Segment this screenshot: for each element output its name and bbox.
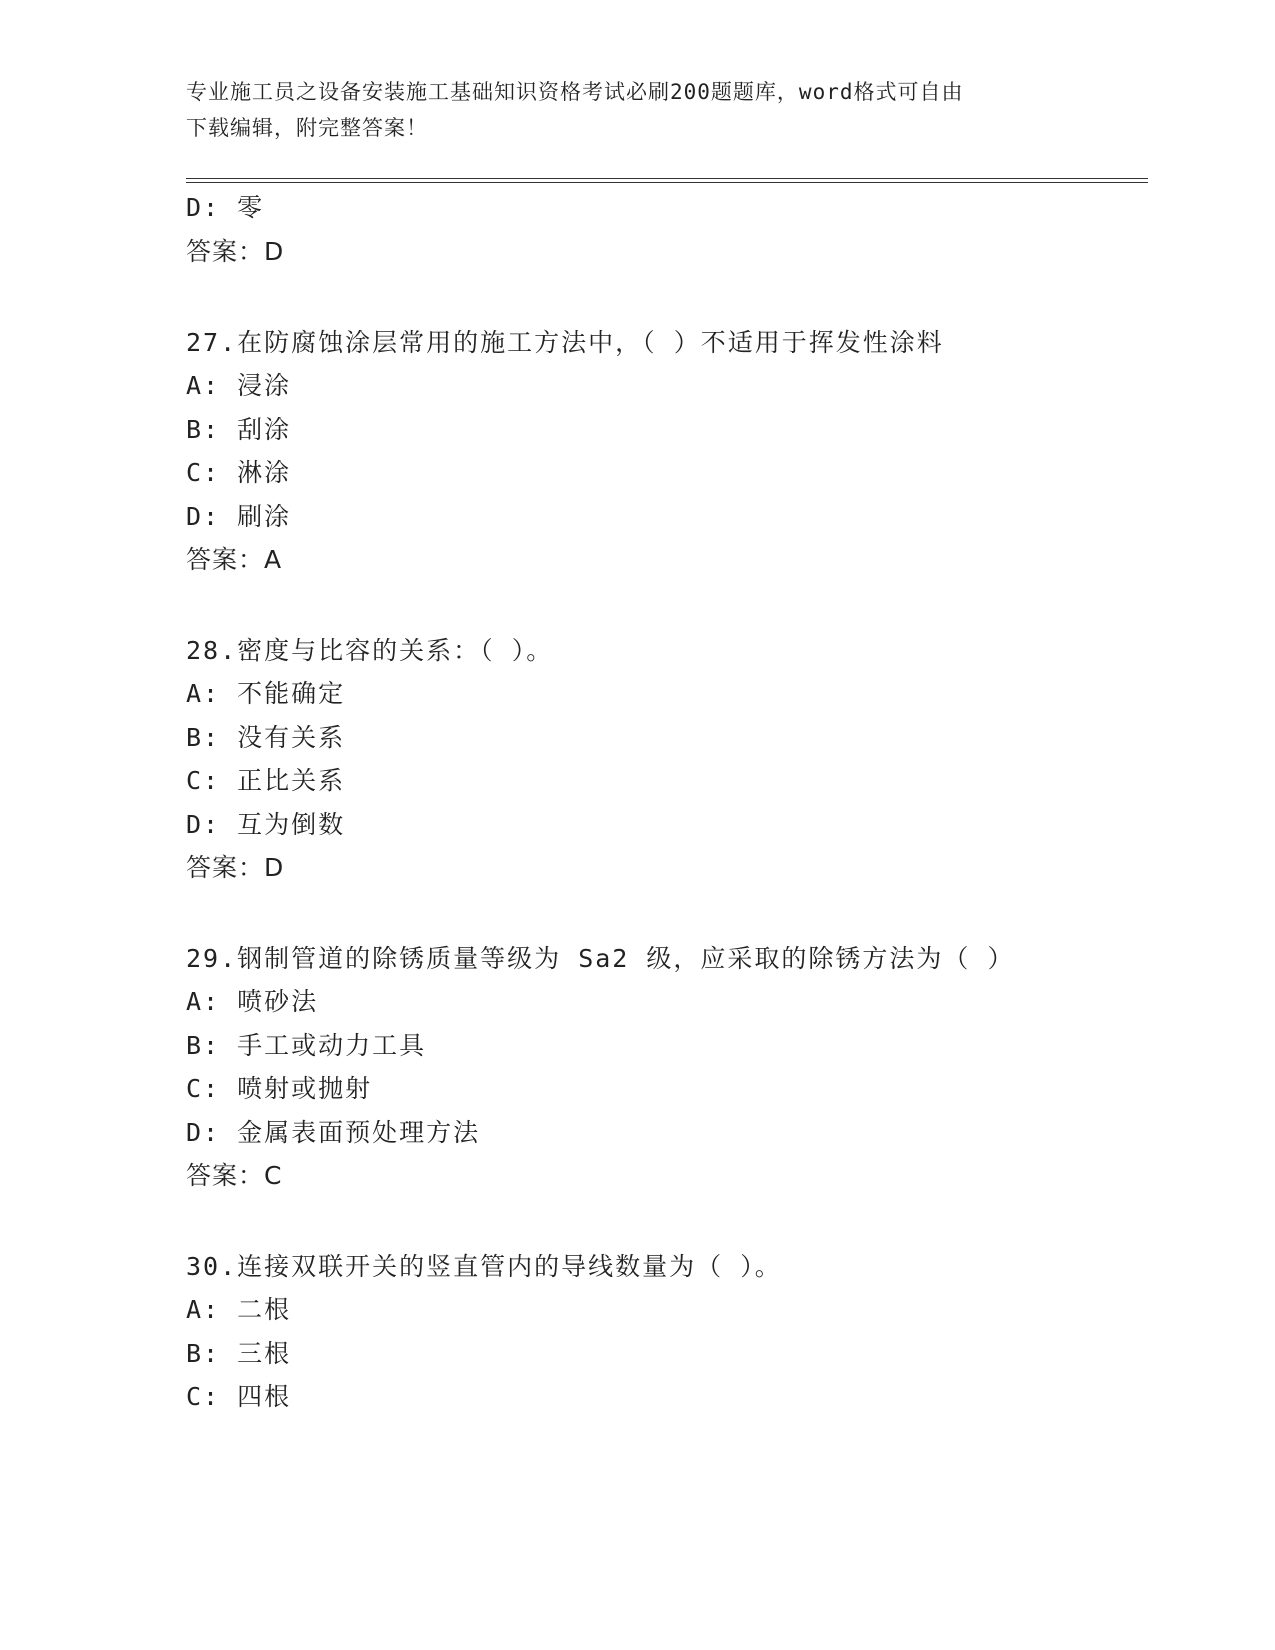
question-27-option-d: D: 刷涂	[186, 502, 292, 531]
prev-option-d: D: 零	[186, 193, 265, 222]
question-30-option-c: C: 四根	[186, 1382, 292, 1411]
question-30-option-a: A: 二根	[186, 1295, 292, 1324]
question-30-option-b: B: 三根	[186, 1339, 292, 1368]
document-header	[186, 74, 1066, 146]
question-29-answer: 答案：C	[186, 1161, 283, 1190]
question-29-option-b: B: 手工或动力工具	[186, 1031, 427, 1060]
question-29-option-a: A: 喷砂法	[186, 987, 319, 1016]
question-29-option-c: C: 喷射或抛射	[186, 1074, 373, 1103]
question-30-title: 30.连接双联开关的竖直管内的导线数量为（ ）。	[186, 1252, 782, 1281]
header-line-1: 专业施工员之设备安装施工基础知识资格考试必刷200题题库，word格式可自由	[186, 80, 964, 104]
question-28-option-a: A: 不能确定	[186, 679, 346, 708]
question-27-answer: 答案：A	[186, 545, 283, 574]
question-28-option-d: D: 互为倒数	[186, 810, 346, 839]
question-29-option-d: D: 金属表面预处理方法	[186, 1118, 481, 1147]
question-27-title: 27.在防腐蚀涂层常用的施工方法中，（ ）不适用于挥发性涂料	[186, 328, 944, 357]
question-27-option-b: B: 刮涂	[186, 415, 292, 444]
question-27-option-a: A: 浸涂	[186, 371, 292, 400]
header-line-2: 下载编辑，附完整答案！	[186, 116, 428, 140]
header-divider-bottom	[186, 182, 1148, 183]
question-28-option-c: C: 正比关系	[186, 766, 346, 795]
prev-answer: 答案：D	[186, 237, 285, 266]
header-divider-top	[186, 178, 1148, 179]
question-28-option-b: B: 没有关系	[186, 723, 346, 752]
question-28-answer: 答案：D	[186, 853, 285, 882]
question-27-option-c: C: 淋涂	[186, 458, 292, 487]
question-29-title: 29.钢制管道的除锈质量等级为 Sa2 级，应采取的除锈方法为（ ）	[186, 944, 1015, 973]
question-28-title: 28.密度与比容的关系：（ ）。	[186, 636, 554, 665]
